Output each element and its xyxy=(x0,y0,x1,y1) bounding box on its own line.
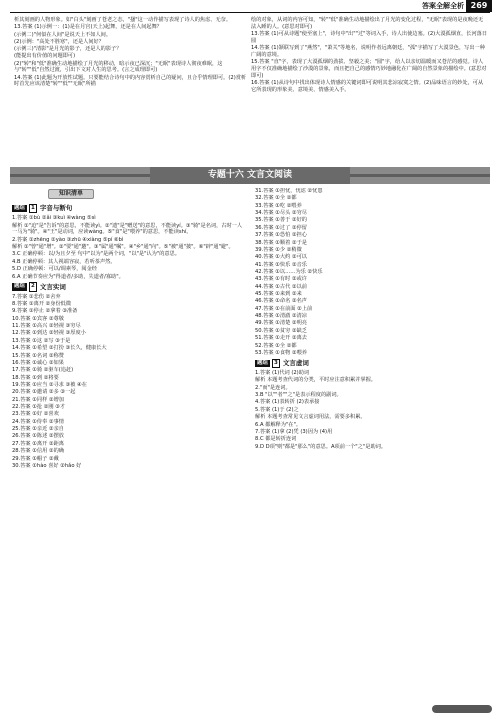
question-group-heading xyxy=(255,359,488,368)
answer-line: 13.答案 ①这 ②写 ③于是 xyxy=(12,337,71,344)
answer-line: 32.答案 ①全 ②都 xyxy=(255,195,297,202)
topic-banner xyxy=(10,167,490,184)
answer-line: 25.答案 ①亲近 ②亲自 xyxy=(12,426,64,433)
answer-line: 22.答案 ①抢 ②刚 ③才 xyxy=(12,404,66,411)
answer-line: 4.B 正确停顿：其人视端容寂，若听茶声然。 xyxy=(12,258,116,265)
group-name: 文言虚词 xyxy=(282,359,309,368)
answer-line: 35.答案 ①善于 ②好的 xyxy=(255,217,307,224)
answer-line: (2)示例："高处不胜寒"，还是人间好？ xyxy=(14,38,104,45)
answer-line: 12.答案 ①到达 ②轻视 ③厚度小 xyxy=(12,330,86,337)
answer-line: 1.答案 (1)代词 (2)助词 xyxy=(255,370,310,377)
answer-line: 42.答案 ①以……为乐 ②快乐 xyxy=(255,268,323,275)
answer-line: 31.答案 ①担忧，忧虑 ②忧患 xyxy=(255,188,323,194)
answer-line: 50.答案 ①贫穷 ②缺乏 xyxy=(255,327,307,334)
answer-line: 13.答案 (1)示例一：(1)是在月宫(天上)起舞，还是在人间起舞？ xyxy=(14,24,162,31)
group-number: 2 xyxy=(29,282,37,291)
question-group-heading xyxy=(12,282,245,291)
answer-line: 15.答案 "直"字，表现了大漠孤烟的劲拔、坚毅之美；"圆"字，给人以亲切温暖而又苍茫的感觉。诗人用字不仅准确地描绘了沙漠的景象，而且把自己的感情巧妙地融化在广阔的自然景象的描绘中。(意思对即可) xyxy=(251,59,487,80)
answer-line: 解析 ①"迫"是"告诉"的意思，不能读yì。②"遗"是"赠送"的意思，不能读yí。③"骑"是名词，古时一人一马为"骑"。④"王"是动词，应读wàng。⑤"食"是"喂养"的意思，不能读shí。 xyxy=(12,222,243,236)
group-number: 1 xyxy=(29,204,37,213)
answer-line: 33.答案 ①吃 ②喂养 xyxy=(255,202,302,209)
answer-line: 3.B "以""者""之"是表示程度的副词。 xyxy=(255,392,342,399)
group-tag: 题组 xyxy=(14,283,26,290)
answer-line: 28.答案 ①信用 ②的确 xyxy=(12,448,64,455)
top-left-column xyxy=(14,17,251,89)
answer-line: 18.答案 ①到 ②将要 xyxy=(12,374,59,381)
answer-line: 30.答案 ①hào 喜好 ②hǎo 好 xyxy=(12,462,82,469)
group-name: 字音与断句 xyxy=(39,204,73,213)
header-rule xyxy=(10,12,490,13)
answer-line: 36.答案 ①过了 ②停留 xyxy=(255,224,307,231)
answer-line: 40.答案 ①大约 ②可以 xyxy=(255,254,307,261)
answer-line: 绘的对象，从词的内容可知，"转""低"准确生动地描绘出了月光的变化过程，"无眠"表现的是夜晚还无法入睡的人。(意思对即可) xyxy=(251,17,484,30)
answer-line: (2)"转"和"低"准确生动地描绘了月光的移动，暗示夜已深沉；"无眠"表现诗人彻夜难眠，这与"转""低"自然过渡，引出下文对人生的思考。(言之成理即可) xyxy=(14,60,223,74)
answer-line: 7.答案 (1)拿 (2)凭 (3)因为 (4)用 xyxy=(255,428,333,435)
answer-line: 10.答案 ①宾客 ②尊敬 xyxy=(12,315,64,322)
answer-line: 14.答案 (1)此题为开放性试题。只要能结合诗句中的内容赏析自己的疑问，且合乎情理即可。(2)赏析时首先应该清楚"转""低""无眠"所描 xyxy=(14,74,247,88)
answer-line: 23.答案 ①好 ②喜欢 xyxy=(12,411,59,418)
answer-line: 53.答案 ①食物 ②喂养 xyxy=(255,349,307,356)
answer-line: 5.答案 (1)于 (2)之 xyxy=(255,406,299,413)
answer-line: 3.C 正确停顿：以/为且夕至 句中"以为"是两个词，"以"是"认为"的意思。 xyxy=(12,251,180,258)
group-tag: 题组 xyxy=(14,204,26,211)
answer-line: 16.答案 ①诚心 ②如果 xyxy=(12,359,64,366)
answer-line: 43.答案 ①有时 ②或许 xyxy=(255,276,307,283)
answer-line: (能提出有价值的问题即可) xyxy=(14,53,76,60)
answer-line: 52.答案 ①全 ②都 xyxy=(255,342,297,349)
answer-line: 13.答案 (1)可从诗题"使至塞上"，诗句中"出""过"等词入手，诗人出使边塞。(2)大漠孤烟直，长河落日圆 xyxy=(251,31,488,44)
answer-line: 14.答案 (1)颔联写到了"燕然"，"萧关"等地名，说明作者远离朝廷，"孤"字描写了大漠景色，写出一种广阔的意境。 xyxy=(251,45,485,59)
answer-line: 39.答案 ①少 ②稍微 xyxy=(255,246,302,253)
answer-line: 27.答案 ①离开 ②距离 xyxy=(12,440,64,447)
answer-line: 9.答案 ①停止 ②拿着 ③准备 xyxy=(12,308,78,315)
answer-line: 45.答案 ①来到 ②来 xyxy=(255,291,302,298)
watermark-badge xyxy=(432,705,492,713)
answer-line: 11.答案 ①高兴 ②轻视 ③穷尽 xyxy=(12,323,81,330)
left-column-body xyxy=(12,204,245,470)
answer-line: 29.答案 ①帽子 ②戴 xyxy=(12,455,59,462)
answer-line: 解析 ①"曾"通"增"。②"要"通"邀"。③"属"通"嘱"。④"乡"通"向"。⑤"被"通"披"。⑥"辟"通"避"。 xyxy=(12,244,234,251)
answer-line: 2."而"是连词。 xyxy=(255,384,291,391)
answer-line: 6.A 都解释为"在"。 xyxy=(255,421,302,428)
group-name: 文言实词 xyxy=(39,282,66,291)
answer-line: 14.答案 ①希望 ②打扮 ③长久，健康长大 xyxy=(12,345,107,352)
answer-line: 4.答案 (1)表转折 (2)表承接 xyxy=(255,399,320,406)
group-tag: 题组 xyxy=(257,359,269,366)
page-header xyxy=(0,0,500,14)
left-column xyxy=(12,188,245,713)
answer-line: 34.答案 ①尽头 ②穷尽 xyxy=(255,210,307,217)
answer-line: 1.答案 ①bù ②ǎi ③kuì ④wàng ⑤sì xyxy=(12,215,96,222)
answer-line: 26.答案 ①陈述 ②摆放 xyxy=(12,433,64,440)
header-label: 答案全解全析 xyxy=(422,2,464,10)
answer-line: 解析 本题考查常见文言虚词用法，需要多积累。 xyxy=(255,414,366,421)
answer-line: 44.答案 ①古代 ②以前 xyxy=(255,283,307,290)
section-pill: 知识清单 xyxy=(48,189,94,199)
answer-line: 2.答案 ①zhēng ②yào ③zhū ④xiàng ⑤pí ⑥bì xyxy=(12,236,124,243)
answer-line: 19.答案 ①应当 ②寻求 ③被 ④在 xyxy=(12,381,87,388)
answer-line: 15.答案 ①名词 ②称赞 xyxy=(12,352,64,359)
group-number: 3 xyxy=(272,359,280,368)
answer-line: 8.C 都是转折连词 xyxy=(255,436,297,443)
answer-line: 6.A 正确节奏应为"得道者/多助，失道者/寡助"。 xyxy=(12,273,124,280)
answer-line: 5.D 正确停顿：可以/调素琴，阅金经 xyxy=(12,266,97,273)
answer-line: 21.答案 ①同样 ②增加 xyxy=(12,396,64,403)
answer-line: 9.D D项"则"都是"那么"的意思。A项前一个"之"是助词。 xyxy=(255,443,387,450)
banner-title: 专题十六 文言文阅读 xyxy=(150,167,350,184)
answer-line: 51.答案 ①走开 ②离去 xyxy=(255,335,307,342)
answer-line: 解析 本题考查代词的分类，平时应注意积累并掌握。 xyxy=(255,377,376,384)
answer-line: 49.答案 ①清楚 ②明亮 xyxy=(255,320,307,327)
answer-line: 16.答案 (1)从诗句中找出体现诗人情感的关键词即可说明其悲凉寂寞之情。(2)品味语言的妙处，可从它所表现的形象美、意境美、情感美入手。 xyxy=(251,80,484,94)
answer-line: 17.答案 ①骑 ②驱车(追赶) xyxy=(12,367,74,374)
answer-line: (示例二)"何似在人间"是说天上不如人间。 xyxy=(14,31,112,38)
answer-line: 20.答案 ①邀请 ②多 ③一起 xyxy=(12,389,76,396)
top-right-column xyxy=(251,17,488,94)
answer-line: 8.答案 ①离开 ②身份低微 xyxy=(12,301,72,307)
page-number: 269 xyxy=(466,0,492,12)
answer-line: 48.答案 ①清澈 ②清凉 xyxy=(255,313,307,320)
answer-line: 24.答案 ①侍奉 ②事情 xyxy=(12,418,64,425)
answer-line: 析其刻画的人物形象。如"白头"刻画了苍老之态，"搔"这一动作描写表现了诗人的焦虑、无奈。 xyxy=(14,17,232,23)
answer-line: 47.答案 ①在前面 ②上前 xyxy=(255,305,313,312)
right-column xyxy=(255,188,488,713)
question-group-heading xyxy=(12,204,245,213)
answer-line: 7.答案 ①悲伤 ②舍弃 xyxy=(12,293,61,300)
answer-line: 41.答案 ①快乐 ②音乐 xyxy=(255,261,307,268)
answer-line: (示例三)"清影"是月光的影子，还是人的影子？ xyxy=(14,46,122,52)
answer-line: 37.答案 ①恐怕 ②担心 xyxy=(255,232,307,239)
answer-line: 46.答案 ①命名 ②名声 xyxy=(255,298,307,305)
answer-line: 38.答案 ①顺着 ②于是 xyxy=(255,239,307,246)
